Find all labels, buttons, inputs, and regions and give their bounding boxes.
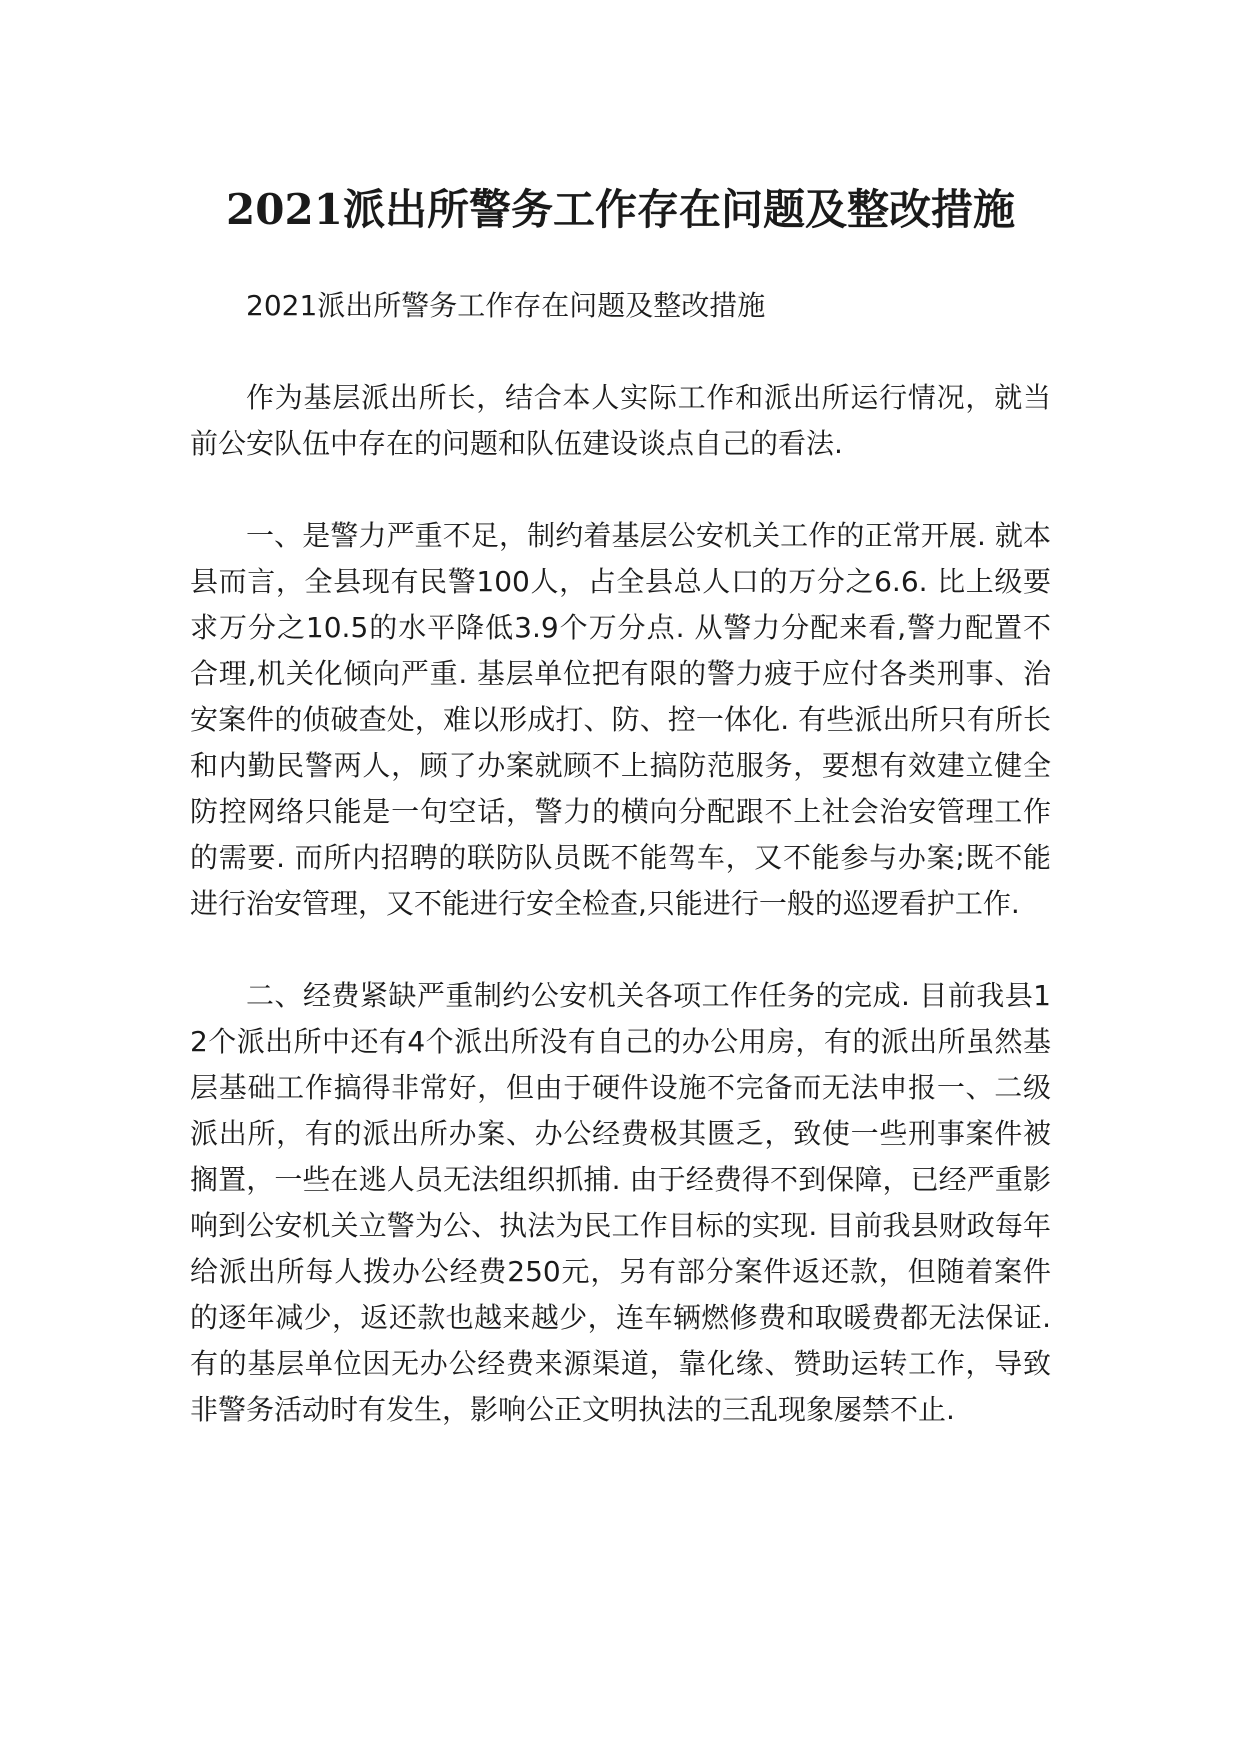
paragraph-section-2: 二、经费紧缺严重制约公安机关各项工作任务的完成. 目前我县12个派出所中还有4个派出所没有自己的办公用房，有的派出所虽然基层基础工作搞得非常好，但由于硬件设施不完备而无法申报一、二级派出所，有的派出所办案、办公经费极其匮乏，致使一些刑事案件被搁置，一些在逃人员无法组织抓捕. 由于经费得不到保障，已经严重影响到公安机关立警为公、执法为民工作目标的实现. 目前我县财政每年给派出所每人拨办公经费250元，另有部分案件返还款，但随着案件的逐年减少，返还款也越来越少，连车辆燃修费和取暖费都无法保证. 有的基层单位因无办公经费来源渠道，靠化缘、赞助运转工作，导致非警务活动时有发生，影响公正文明执法的三乱现象屡禁不止. [190, 979, 1051, 1426]
document-body [190, 283, 1051, 1479]
paragraph-intro: 作为基层派出所长，结合本人实际工作和派出所运行情况，就当前公安队伍中存在的问题和队伍建设谈点自己的看法. [190, 381, 1051, 460]
document-subtitle: 2021派出所警务工作存在问题及整改措施 [246, 289, 766, 322]
page-title: 2021派出所警务工作存在问题及整改措施 [226, 185, 1015, 234]
paragraph-section-1: 一、是警力严重不足，制约着基层公安机关工作的正常开展. 就本县而言，全县现有民警100人，占全县总人口的万分之6.6. 比上级要求万分之10.5的水平降低3.9个万分点. 从警力分配来看,警力配置不合理,机关化倾向严重. 基层单位把有限的警力疲于应付各类刑事、治安案件的侦破查处，难以形成打、防、控一体化. 有些派出所只有所长和内勤民警两人，顾了办案就顾不上搞防范服务，要想有效建立健全防控网络只能是一句空话，警力的横向分配跟不上社会治安管理工作的需要. 而所内招聘的联防队员既不能驾车，又不能参与办案;既不能进行治安管理，又不能进行安全检查,只能进行一般的巡逻看护工作. [190, 519, 1051, 920]
